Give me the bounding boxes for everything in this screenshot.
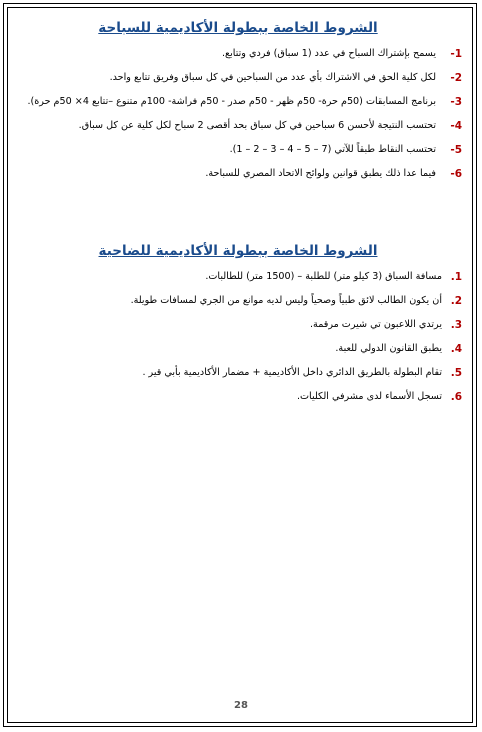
list-item xyxy=(14,291,462,311)
item-number: 2- xyxy=(450,72,462,84)
item-text: يسمح بإشتراك السباح في عدد (1 سباق) فردي وتتابع. xyxy=(221,48,436,59)
list-item xyxy=(14,44,462,64)
item-number: 5. xyxy=(450,367,462,379)
list-item xyxy=(14,363,462,383)
item-text: فيما عدا ذلك يطبق قوانين ولوائح الاتحاد المصري للسباحة. xyxy=(205,168,436,179)
item-text: تحتسب النتيجة لأحسن 6 سباحين في كل سباق بحد أقصى 2 سباح لكل كلية عن كل سباق. xyxy=(78,120,436,131)
item-number: 3- xyxy=(450,96,462,108)
list-item xyxy=(14,68,462,88)
swimming-conditions-section xyxy=(14,20,462,188)
item-number: 5- xyxy=(450,144,462,156)
item-number: 4- xyxy=(450,120,462,132)
page-number: 28 xyxy=(234,700,248,711)
item-text: برنامج المسابقات (50م حرة- 50م ظهر - 50م صدر - 50م فراشة- 100م متنوع –تتابع 4× 50م حرة). xyxy=(27,96,436,107)
item-number: 2. xyxy=(450,295,462,307)
swimming-section-title: الشروط الخاصة ببطولة الأكاديمية للسباحة xyxy=(98,20,378,36)
item-text: مسافة السباق (3 كيلو متر) للطلبة – (1500 متر) للطالبات. xyxy=(205,271,442,282)
item-number: 1. xyxy=(450,271,462,283)
item-number: 6. xyxy=(450,391,462,403)
list-item xyxy=(14,164,462,184)
item-text: تسجل الأسماء لدى مشرفي الكليات. xyxy=(296,391,442,402)
list-item xyxy=(14,116,462,136)
list-item xyxy=(14,387,462,407)
item-number: 4. xyxy=(450,343,462,355)
list-item xyxy=(14,267,462,287)
list-item xyxy=(14,339,462,359)
item-number: 1- xyxy=(450,48,462,60)
item-text: تحتسب النقاط طبقاً للآتي (7 – 5 – 4 – 3 – 2 – 1). xyxy=(229,144,436,155)
item-number: 3. xyxy=(450,319,462,331)
cross-country-conditions-section xyxy=(14,243,462,411)
item-text: لكل كلية الحق في الاشتراك بأي عدد من السباحين في كل سباق وفريق تتابع واحد. xyxy=(109,72,436,83)
cross-country-section-title: الشروط الخاصة ببطولة الأكاديمية للضاحية xyxy=(98,243,378,259)
item-text: يطبق القانون الدولي للعبة. xyxy=(335,343,442,354)
item-number: 6- xyxy=(450,168,462,180)
list-item xyxy=(14,315,462,335)
item-text: أن يكون الطالب لائق طبياً وصحياً وليس لديه موانع من الجري لمسافات طويلة. xyxy=(130,295,442,306)
item-text: تقام البطولة بالطريق الدائري داخل الأكاديمية + مضمار الأكاديمية بأبي قير . xyxy=(142,367,442,378)
list-item xyxy=(14,92,462,112)
item-text: يرتدي اللاعبون تي شيرت مرقمة. xyxy=(310,319,442,330)
list-item xyxy=(14,140,462,160)
